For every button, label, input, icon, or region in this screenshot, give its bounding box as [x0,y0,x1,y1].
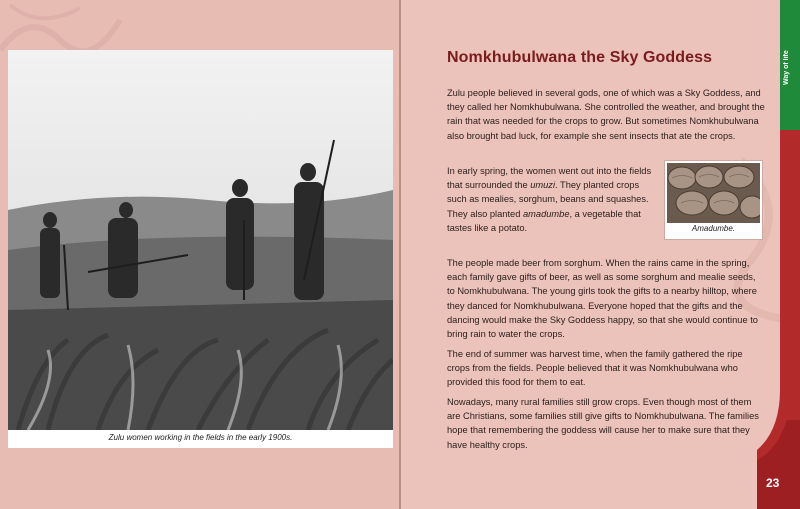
photo-frame [8,50,393,448]
paragraph-2-text-c: , a vegetable that tastes like a potato. [447,208,641,233]
amadumbe-term: amadumbe [522,208,570,219]
paragraph-5 [447,395,765,452]
paragraph-4-text: The end of summer was harvest time, when the family gathered the ripe crops from the fields. People believed that it was Nomkhubulwana who provided this food for them to eat. [447,349,743,388]
paragraph-2-text-b: . They planted crops such as mealies, sorghum, beans and squashes. They also planted [447,180,649,219]
page-corner-decoration [757,130,800,509]
paragraph-5-text: Nowadays, many rural families still grow crops. Even though most of them are Christians, some families still give gifts to Nomkhubulwana. The families hope that remembering the goddess will cause her to make sure that they have healthy crops. [447,397,759,450]
paragraph-1 [447,86,765,143]
women-working-fields-photo [8,50,393,430]
paragraph-4 [447,347,765,390]
amadumbe-photo-frame [664,160,763,240]
paragraph-3 [447,256,765,341]
umuzi-term: umuzi [530,180,556,191]
paragraph-1-text: Zulu people believed in several gods, one of which was a Sky Goddess, and they called her Nomkhubulwana. She controlled the weather, and brought the rain that was needed for the crops to grow. But sometimes Nomkhubulwana also brought bad luck, for example she sent insects that ate the crops. [447,88,765,141]
section-tab-label: Way of life [783,50,790,86]
paragraph-3-text: The people made beer from sorghum. When the rains came in the spring, each family gave gifts of beer, as well as some sorghum and mealie seeds, to Nomkhubulwana. The young girls took the gifts to a nearby hilltop, where they danced for Nomkhubulwana. Everyone hoped that the gifts and the dancing would make the Sky Goddess happy, so that she would continue to bring rain to water the crops. [447,258,758,340]
paragraph-2-text-a: In early spring, the women went out into the fields that surrounded the [447,166,652,191]
page-number: 23 [766,476,780,490]
page-title: Nomkhubulwana the Sky Goddess [447,49,713,66]
amadumbe-photo [667,163,760,223]
amadumbe-caption: Amadumbe. [691,224,736,233]
photo-caption: Zulu women working in the fields in the early 1900s. [108,433,293,442]
paragraph-2 [447,164,659,235]
